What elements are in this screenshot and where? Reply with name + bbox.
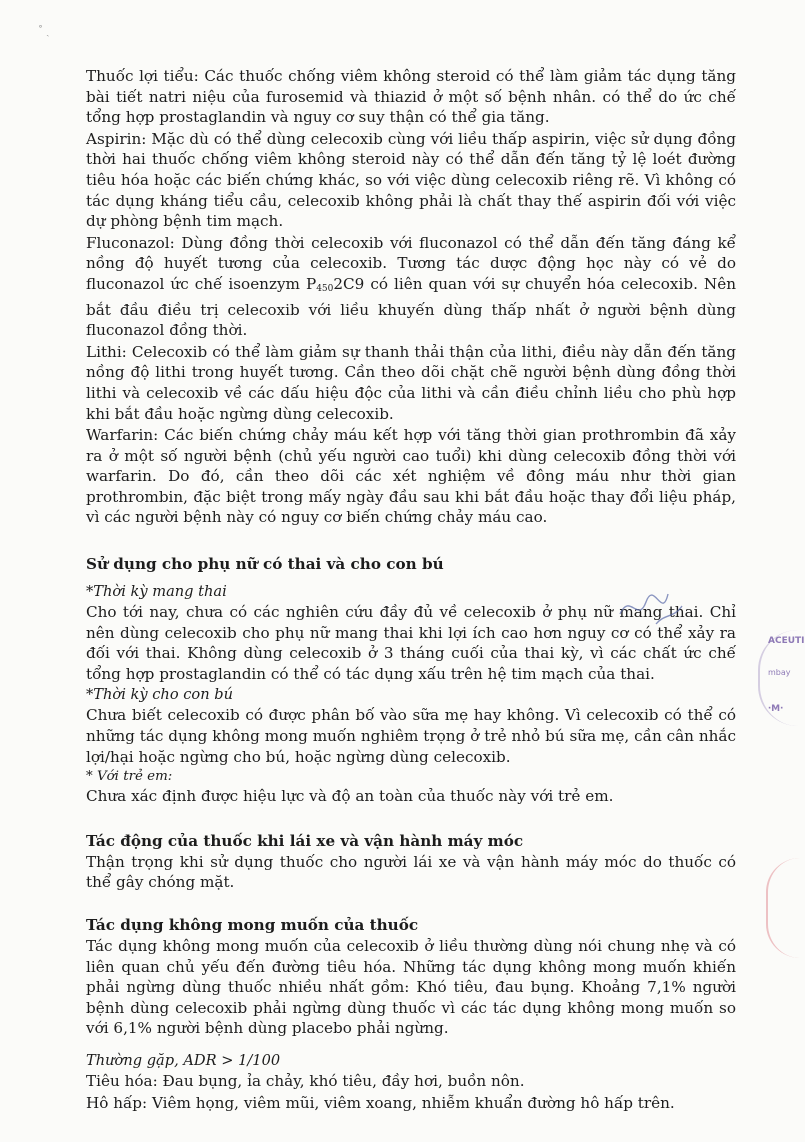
subheading-children: * Với trẻ em: <box>86 769 173 785</box>
heading-pregnancy: Sử dụng cho phụ nữ có thai và cho con bú <box>86 555 444 574</box>
interaction-fluconazol <box>86 233 736 341</box>
interaction-diuretic: Thuốc lợi tiểu: Các thuốc chống viêm không steroid có thể làm giảm tác dụng tăng bài tiết natri niệu của furosemid và thiazid ở một số bệnh nhân. có thể do ức chế tổng hợp prostaglandin và nguy cơ suy thận có thể gia tăng. <box>86 67 736 127</box>
interaction-lithi: Lithi: Celecoxib có thể làm giảm sự thanh thải thận của lithi, điều này dẫn đến tăng nồng độ lithi trong huyết tương. Cần theo dõi chặt chẽ người bệnh dùng đồng thời lithi và celecoxib về các dấu hiệu độc của lithi và cần điều chỉnh liều cho phù hợp khi bắt đầu hoặc ngừng dùng celecoxib. <box>86 342 736 423</box>
interaction-warfarin: Warfarin: Các biến chứng chảy máu kết hợp với tăng thời gian prothrombin đã xảy ra ở một số người bệnh (chủ yếu người cao tuổi) khi dùng celecoxib đồng thời với warfarin. Do đó, cần theo dõi các xét nghiệm về đông máu như thời gian prothrombin, đặc biệt trong mấy ngày đầu sau khi bắt đầu hoặc thay đổi liệu pháp, vì các người bệnh này có nguy cơ biến chứng chảy máu cao. <box>86 426 736 527</box>
corner-mark: ˚ ˎ <box>38 26 50 37</box>
paragraph-gi-effects: Tiêu hóa: Đau bụng, ỉa chảy, khó tiêu, đầy hơi, buồn nôn. <box>86 1071 525 1090</box>
paragraph-children: Chưa xác định được hiệu lực và độ an toàn của thuốc này với trẻ em. <box>86 787 614 806</box>
stamp-mark-icon: ‧M‧ <box>768 704 784 714</box>
subheading-pregnancy: *Thời kỳ mang thai <box>86 583 227 601</box>
paragraph-adverse-effects: Tác dụng không mong muốn của celecoxib ở liều thường dùng nói chung nhẹ và có liên quan chủ yếu đến đường tiêu hóa. Những tác dụng không mong muốn khiến phải ngừng dùng thuốc nhiều nhất gồm: Khó tiêu, đau bụng. Khoảng 7,1% người bệnh dùng celecoxib phải ngừng dùng thuốc vì các tác dụng không mong muốn so với 6,1% người bệnh dùng placebo phải ngừng. <box>86 937 736 1038</box>
stamp-text-1: ACEUTI <box>768 636 805 646</box>
heading-adverse-effects: Tác dụng không mong muốn của thuốc <box>86 916 419 934</box>
paragraph-lactation: Chưa biết celecoxib có được phân bố vào sữa mẹ hay không. Vì celecoxib có thể có những tác dụng không mong muốn nghiêm trọng ở trẻ nhỏ bú sữa mẹ, cần cân nhắc lợi/hại hoặc ngừng cho bú, hoặc ngừng dùng celecoxib. <box>86 706 736 766</box>
fluconazol-subscript: 450 <box>316 283 334 294</box>
stamp-text-2: mbay <box>768 668 791 677</box>
interaction-aspirin: Aspirin: Mặc dù có thể dùng celecoxib cùng với liều thấp aspirin, việc sử dụng đồng thời hai thuốc chống viêm không steroid này có thể dẫn đến tăng tỷ lệ loét đường tiêu hóa hoặc các biến chứng khác, so với việc dùng celecoxib riêng rẽ. Vì không có tác dụng kháng tiểu cầu, celecoxib không phải là chất thay thế aspirin đối với việc dự phòng bệnh tim mạch. <box>86 129 736 231</box>
paragraph-pregnancy: Cho tới nay, chưa có các nghiên cứu đầy đủ về celecoxib ở phụ nữ mang thai. Chỉ nên dùng celecoxib cho phụ nữ mang thai khi lợi ích cao hơn nguy cơ có thể xảy ra đối với thai. Không dùng celecoxib ở 3 tháng cuối của thai kỳ, vì các chất ức chế tổng hợp prostaglandin có thể có tác dụng xấu trên hệ tim mạch của thai. <box>86 603 736 683</box>
subheading-common-adr: Thường gặp, ADR > 1/100 <box>86 1051 281 1069</box>
stamp-fragment-purple <box>758 630 805 726</box>
paragraph-driving: Thận trọng khi sử dụng thuốc cho người lái xe và vận hành máy móc do thuốc có thể gây chóng mặt. <box>86 852 736 892</box>
fluconazol-text-a: Fluconazol: Dùng đồng thời celecoxib với fluconazol có thể dẫn đến tăng đáng kể nồng độ huyết tương của celecoxib. Tương tác dược động học này có vẻ do fluconazol ức chế isoenzym P <box>86 233 736 293</box>
fluconazol-text-b: 2C9 có liên quan với sự chuyển hóa celecoxib. Nên bắt đầu điều trị celecoxib với liều khuyến dùng thấp nhất ở người bệnh dùng fluconazol đồng thời. <box>86 274 736 340</box>
paragraph-respiratory-effects: Hô hấp: Viêm họng, viêm mũi, viêm xoang, nhiễm khuẩn đường hô hấp trên. <box>86 1093 675 1112</box>
stamp-fragment-red <box>766 858 800 958</box>
subheading-lactation: *Thời kỳ cho con bú <box>86 686 233 704</box>
heading-driving: Tác động của thuốc khi lái xe và vận hành máy móc <box>86 831 524 850</box>
signature-mark <box>616 584 686 632</box>
